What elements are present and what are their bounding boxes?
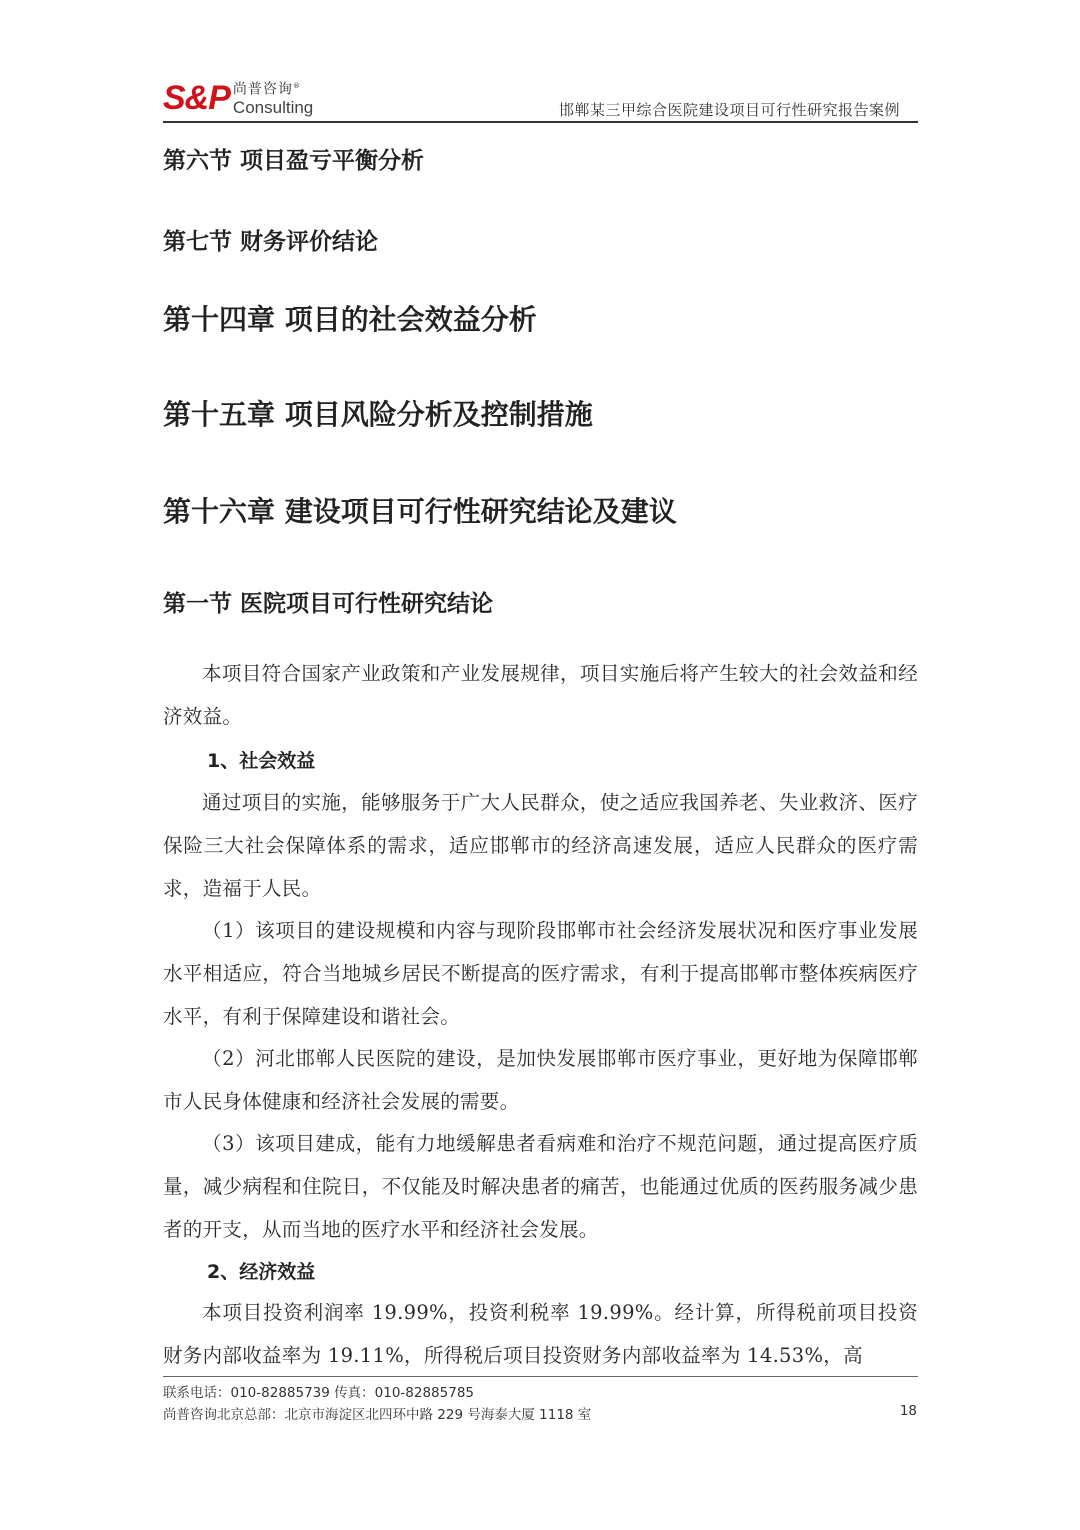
- header-document-title: 邯郸某三甲综合医院建设项目可行性研究报告案例: [558, 101, 900, 119]
- footer-divider: [163, 1376, 918, 1377]
- header-divider: [163, 121, 918, 123]
- economic-benefit-paragraph: 本项目投资利润率 19.99%，投资利税率 19.99%。经计算，所得税前项目投资财务内部收益率为 19.11%，所得税后项目投资财务内部收益率为 14.53%，高: [163, 1301, 918, 1367]
- footer-address: 尚普咨询北京总部：北京市海淀区北四环中路 229 号海泰大厦 1118 室: [163, 1407, 592, 1423]
- page-number: 18: [899, 1403, 917, 1419]
- logo-text: [233, 78, 313, 116]
- chapter-heading-14: 第十四章 项目的社会效益分析: [163, 303, 537, 336]
- footer-contact: 联系电话：010-82885739 传真：010-82885785: [163, 1385, 474, 1401]
- social-item-2: （2）河北邯郸人民医院的建设，是加快发展邯郸市医疗事业，更好地为保障邯郸市人民身体健康和经济社会发展的需要。: [163, 1047, 918, 1113]
- subheading-economic-benefit: 2、经济效益: [207, 1261, 316, 1283]
- logo-chinese-name: 尚普咨询®: [232, 82, 301, 98]
- social-benefit-paragraph: 通过项目的实施，能够服务于广大人民群众，使之适应我国养老、失业救济、医疗保险三大社会保障体系的需求，适应邯郸市的经济高速发展，适应人民群众的医疗需求，造福于人民。: [163, 791, 918, 900]
- section-heading-6: 第六节 项目盈亏平衡分析: [163, 148, 425, 174]
- chapter-heading-16: 第十六章 建设项目可行性研究结论及建议: [163, 495, 677, 528]
- chapter-heading-15: 第十五章 项目风险分析及控制措施: [163, 398, 593, 431]
- section-heading-7: 第七节 财务评价结论: [163, 229, 379, 255]
- intro-paragraph: 本项目符合国家产业政策和产业发展规律，项目实施后将产生较大的社会效益和经济效益。: [163, 662, 918, 728]
- logo-english-name: Consulting: [232, 98, 314, 117]
- social-item-1: （1）该项目的建设规模和内容与现阶段邯郸市社会经济发展状况和医疗事业发展水平相适应，符合当地城乡居民不断提高的医疗需求，有利于提高邯郸市整体疾病医疗水平，有利于保障建设和谐社会。: [163, 919, 918, 1028]
- social-item-3: （3）该项目建成，能有力地缓解患者看病难和治疗不规范问题，通过提高医疗质量，减少病程和住院日，不仅能及时解决患者的痛苦，也能通过优质的医药服务减少患者的开支，从而当地的医疗水平和经济社会发展。: [163, 1132, 918, 1241]
- section-heading-1: 第一节 医院项目可行性研究结论: [163, 591, 494, 617]
- company-logo: [163, 76, 313, 116]
- logo-mark: S&P: [163, 79, 230, 117]
- subheading-social-benefit: 1、社会效益: [207, 750, 316, 772]
- page-header: [163, 76, 918, 122]
